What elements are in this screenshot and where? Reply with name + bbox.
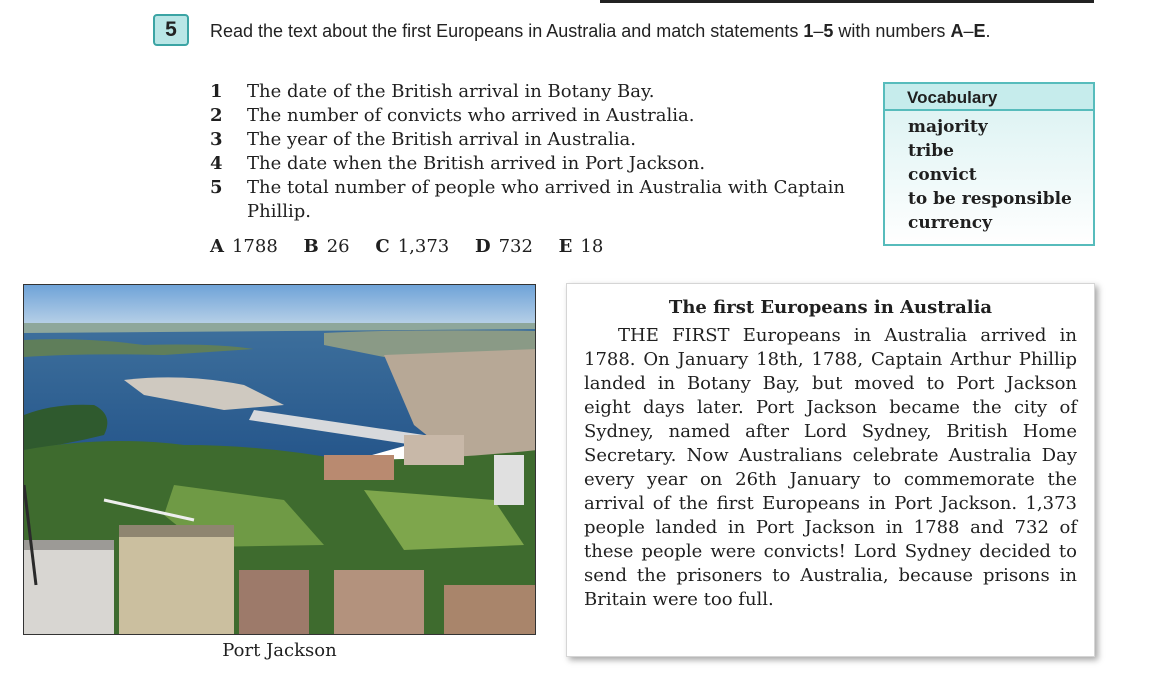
answer-options	[210, 235, 623, 259]
vocabulary-item: currency	[908, 213, 993, 233]
exercise-instruction: Read the text about the first Europeans in Australia and match statements 1–5 with numbers A–E.	[210, 21, 991, 41]
statement-item: 3 The year of the British arrival in Australia.	[210, 129, 636, 150]
article-body: THE FIRST Europeans in Australia arrived in 1788. On January 18th, 1788, Captain Arthur Phillip landed in Botany Bay, but moved to Port Jackson eight days later. Port Jackson became the city of Sydney, named after Lord Sydney, British Home Secretary. Now Australians celebrate Australia Day every year on 26th January to commemorate the arrival of the first Europeans in Port Jackson. 1,373 people landed in Port Jackson in 1788 and 732 of these people were convicts! Lord Sydney decided to send the prisoners to Australia, because prisons in Britain were too full.	[584, 325, 1077, 610]
vocabulary-item: to be responsible	[908, 189, 1072, 209]
vocabulary-box	[883, 82, 1095, 246]
vocabulary-title: Vocabulary	[885, 84, 1093, 111]
exercise-number-badge: 5	[153, 14, 189, 46]
vocabulary-item: tribe	[908, 141, 954, 161]
option-b: B 26	[303, 236, 350, 257]
top-rule	[600, 0, 1094, 3]
vocabulary-list	[885, 111, 1093, 235]
option-e: E 18	[558, 236, 604, 257]
option-d: D 732	[474, 236, 533, 257]
statement-item: 1 The date of the British arrival in Botany Bay.	[210, 81, 655, 102]
statement-item: 4 The date when the British arrived in Port Jackson.	[210, 153, 706, 174]
statement-item: 2 The number of convicts who arrived in Australia.	[210, 105, 695, 126]
article-box	[566, 283, 1095, 657]
port-jackson-photo	[23, 284, 536, 635]
vocabulary-item: majority	[908, 117, 988, 137]
statements-list	[210, 80, 860, 224]
vocabulary-item: convict	[908, 165, 977, 185]
option-a: A 1788	[210, 236, 278, 257]
option-c: C 1,373	[375, 236, 450, 257]
article-title: The first Europeans in Australia	[668, 297, 993, 318]
photo-caption: Port Jackson	[222, 640, 337, 661]
statement-item: 5 The total number of people who arrived in Australia with Captain Phillip.	[210, 177, 845, 222]
